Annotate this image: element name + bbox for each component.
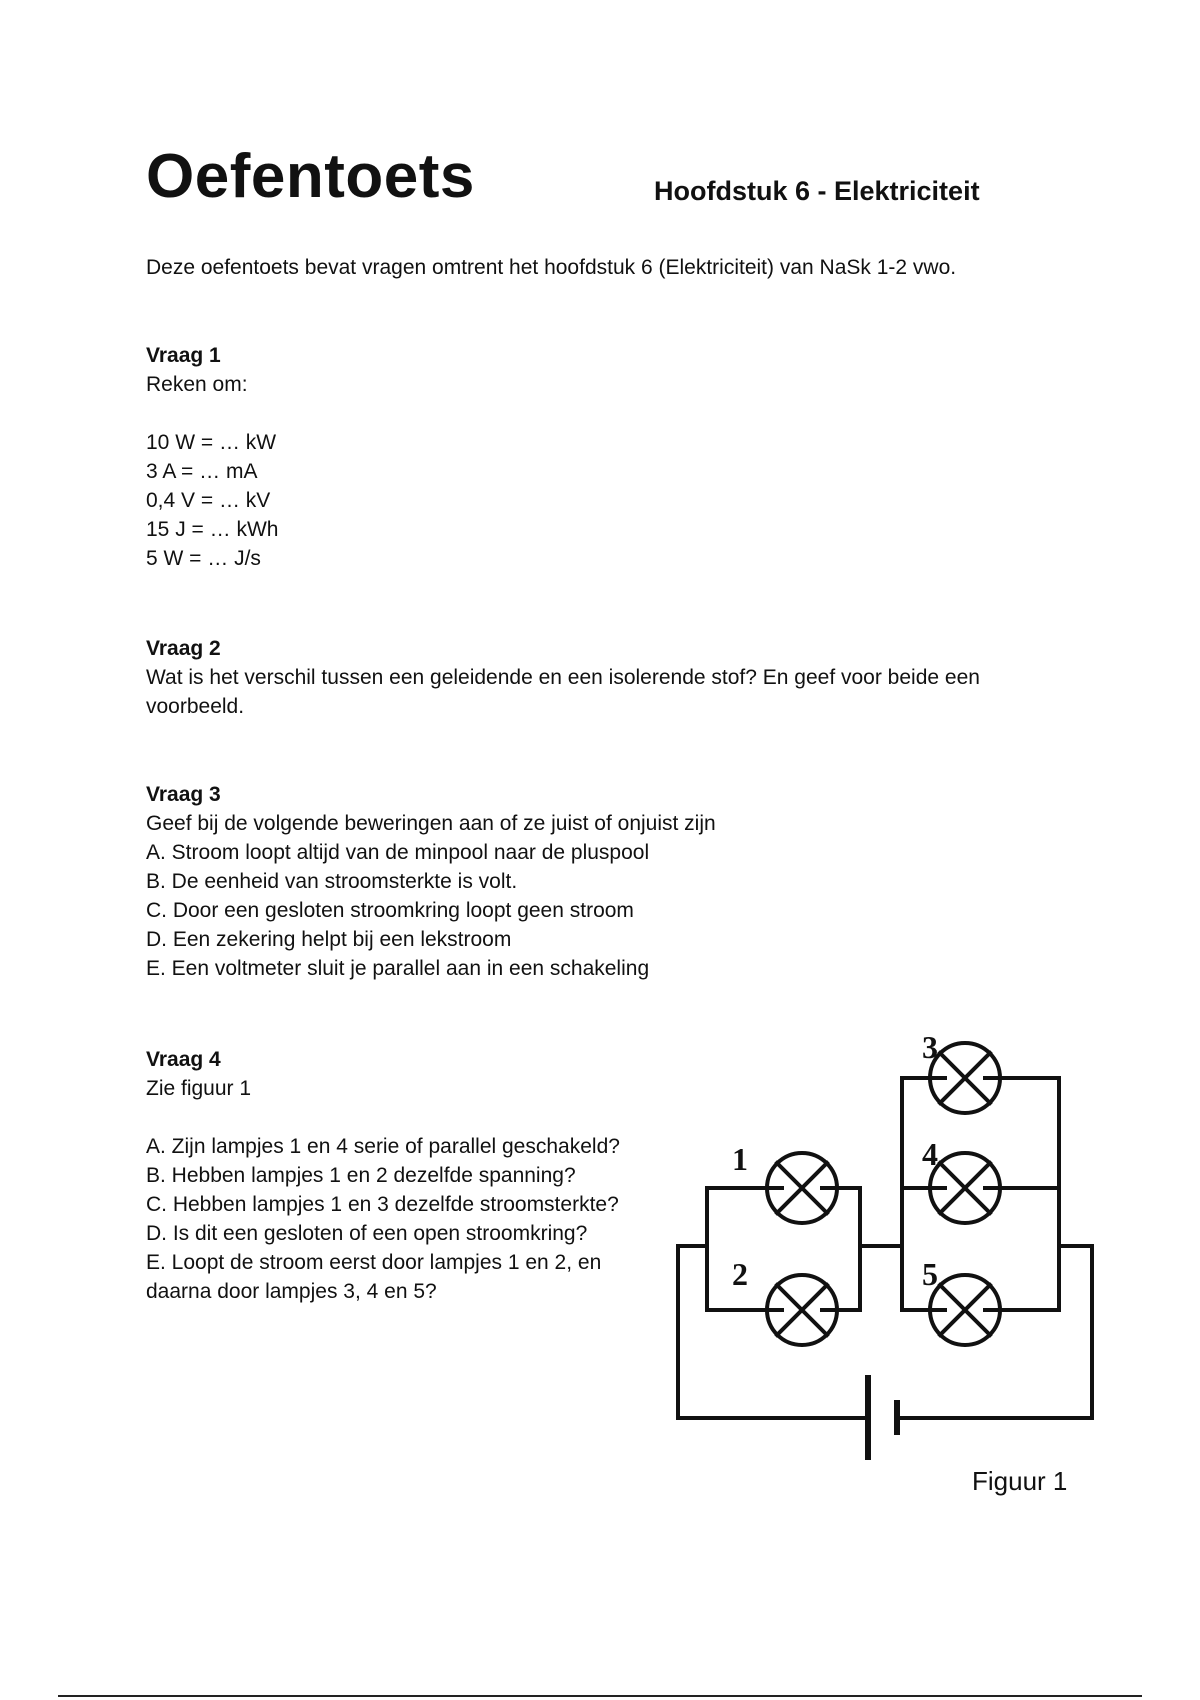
page-title: Oefentoets [146,142,475,211]
intro-text: Deze oefentoets bevat vragen omtrent het hoofdstuk 6 (Elektriciteit) van NaSk 1-2 vwo. [146,256,957,279]
question-2 [146,634,1046,721]
question-3-prompt: Geef bij de volgende beweringen aan of ze juist of onjuist zijn [146,812,716,835]
lamp-label-4: 4 [922,1136,938,1172]
chapter-subtitle: Hoofdstuk 6 - Elektriciteit [654,176,980,206]
question-1-heading: Vraag 1 [146,344,221,367]
statement-item: D. Een zekering helpt bij een lekstroom [146,928,512,951]
lamp-label-5: 5 [922,1256,938,1292]
lamp-label-3: 3 [922,1030,938,1065]
question-1 [146,341,278,573]
conversion-item: 3 A = … mA [146,460,258,483]
question-item: C. Hebben lampjes 1 en 3 dezelfde stroomsterkte? [146,1193,619,1216]
statement-item: A. Stroom loopt altijd van de minpool naar de pluspool [146,841,650,864]
question-item: D. Is dit een gesloten of een open stroomkring? [146,1222,588,1245]
question-item: E. Loopt de stroom eerst door lampjes 1 en 2, en daarna door lampjes 3, 4 en 5? [146,1251,602,1303]
question-3-heading: Vraag 3 [146,783,221,806]
question-4 [146,1045,666,1306]
lamp-label-1: 1 [732,1141,748,1177]
question-item: B. Hebben lampjes 1 en 2 dezelfde spanning? [146,1164,576,1187]
question-4-prompt: Zie figuur 1 [146,1077,252,1100]
statement-item: E. Een voltmeter sluit je parallel aan in een schakeling [146,957,650,980]
conversion-item: 15 J = … kWh [146,518,279,541]
circuit-diagram [660,1030,1100,1470]
question-1-prompt: Reken om: [146,373,248,396]
question-2-text: Wat is het verschil tussen een geleidende en een isolerende stof? En geef voor beide een voorbeeld. [146,666,980,718]
figure-caption: Figuur 1 [972,1466,1068,1496]
conversion-item: 5 W = … J/s [146,547,261,570]
statement-item: B. De eenheid van stroomsterkte is volt. [146,870,518,893]
question-4-heading: Vraag 4 [146,1048,221,1071]
page-bottom-rule [58,1695,1142,1697]
question-2-heading: Vraag 2 [146,637,221,660]
lamp-label-2: 2 [732,1256,748,1292]
question-3 [146,780,716,983]
statement-item: C. Door een gesloten stroomkring loopt geen stroom [146,899,634,922]
question-item: A. Zijn lampjes 1 en 4 serie of parallel geschakeld? [146,1135,620,1158]
conversion-item: 0,4 V = … kV [146,489,271,512]
conversion-item: 10 W = … kW [146,431,277,454]
